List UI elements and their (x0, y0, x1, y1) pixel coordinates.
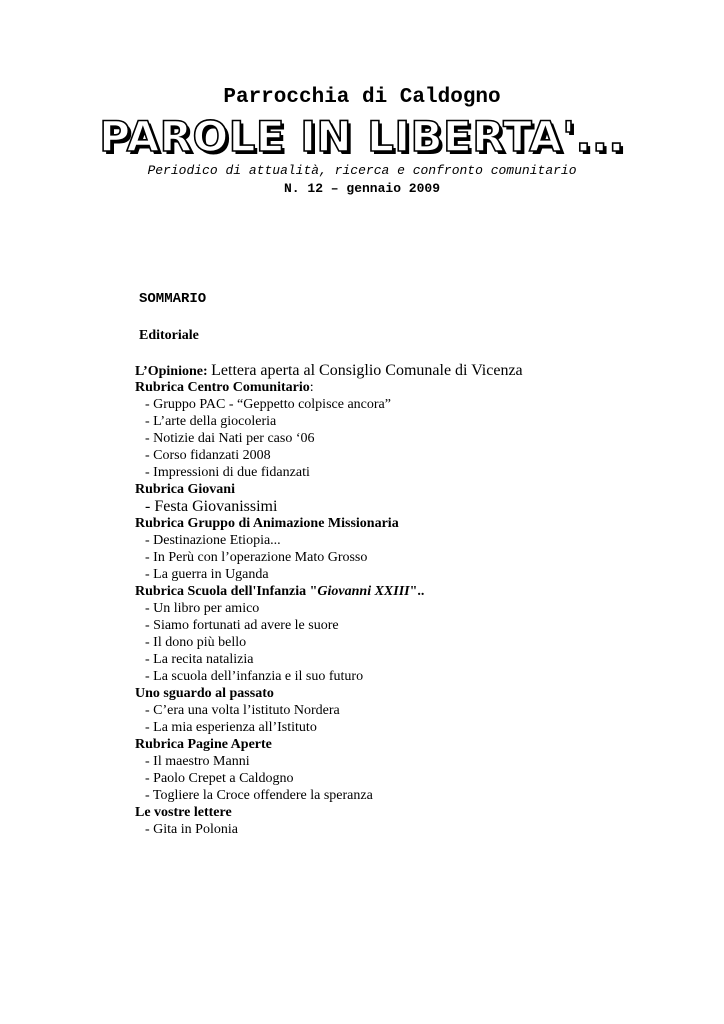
newsletter-title: PAROLE IN LIBERTA'... (99, 112, 625, 161)
toc-section-label: Rubrica Centro Comunitario (135, 380, 310, 395)
toc-item: - La recita natalizia (145, 652, 254, 667)
toc-item: - Togliere la Croce offendere la speranza (145, 788, 373, 803)
toc-section-missionaria: Rubrica Gruppo di Animazione Missionaria (135, 516, 399, 531)
toc-item: - L’arte della giocoleria (145, 414, 277, 429)
toc-section-infanzia (135, 583, 424, 600)
toc-section-colon: : (309, 380, 314, 395)
toc-infanzia-label-pre: Rubrica Scuola dell'Infanzia " (135, 584, 318, 599)
toc-item: - Il dono più bello (145, 635, 247, 650)
toc-item: - Destinazione Etiopia... (145, 533, 281, 548)
toc-section-giovani: Rubrica Giovani (135, 482, 235, 497)
toc-item: - Festa Giovanissimi (145, 498, 278, 515)
toc-item: - Gruppo PAC - “Geppetto colpisce ancora” (145, 397, 391, 412)
toc-opinione-label: L’Opinione: (135, 364, 208, 379)
toc-item: - C’era una volta l’istituto Nordera (145, 703, 340, 718)
toc-item: - Siamo fortunati ad avere le suore (145, 618, 339, 633)
toc-item: - Notizie dai Nati per caso ‘06 (145, 431, 315, 446)
toc-item: - Il maestro Manni (145, 754, 250, 769)
toc-item: - La scuola dell’infanzia e il suo futuro (145, 669, 364, 684)
toc-item: - La mia esperienza all’Istituto (145, 720, 317, 735)
toc-section-centro (135, 379, 314, 396)
toc-opinione-text: Lettera aperta al Consiglio Comunale di Vicenza (211, 362, 523, 379)
toc-item: - Gita in Polonia (145, 822, 238, 837)
toc-item: - Paolo Crepet a Caldogno (145, 771, 294, 786)
parish-name: Parrocchia di Caldogno (223, 86, 501, 109)
newsletter-subtitle: Periodico di attualità, ricerca e confronto comunitario (147, 163, 577, 178)
toc-section-pagine: Rubrica Pagine Aperte (135, 737, 272, 752)
issue-number: N. 12 – gennaio 2009 (283, 181, 441, 196)
toc-section-lettere: Le vostre lettere (135, 805, 232, 820)
toc-item: - Corso fidanzati 2008 (145, 448, 271, 463)
toc-section-passato: Uno sguardo al passato (135, 686, 274, 701)
toc-item: - In Perù con l’operazione Mato Grosso (145, 550, 368, 565)
toc-item: - Impressioni di due fidanzati (145, 465, 310, 480)
toc-item: - Un libro per amico (145, 601, 260, 616)
toc-infanzia-label-post: ".. (409, 584, 425, 599)
toc-editoriale: Editoriale (139, 328, 199, 343)
toc-infanzia-label-italic: Giovanni XXIII (317, 584, 410, 599)
toc-item: - La guerra in Uganda (145, 567, 269, 582)
sommario-heading: SOMMARIO (139, 291, 207, 307)
toc-opinione (135, 362, 523, 380)
